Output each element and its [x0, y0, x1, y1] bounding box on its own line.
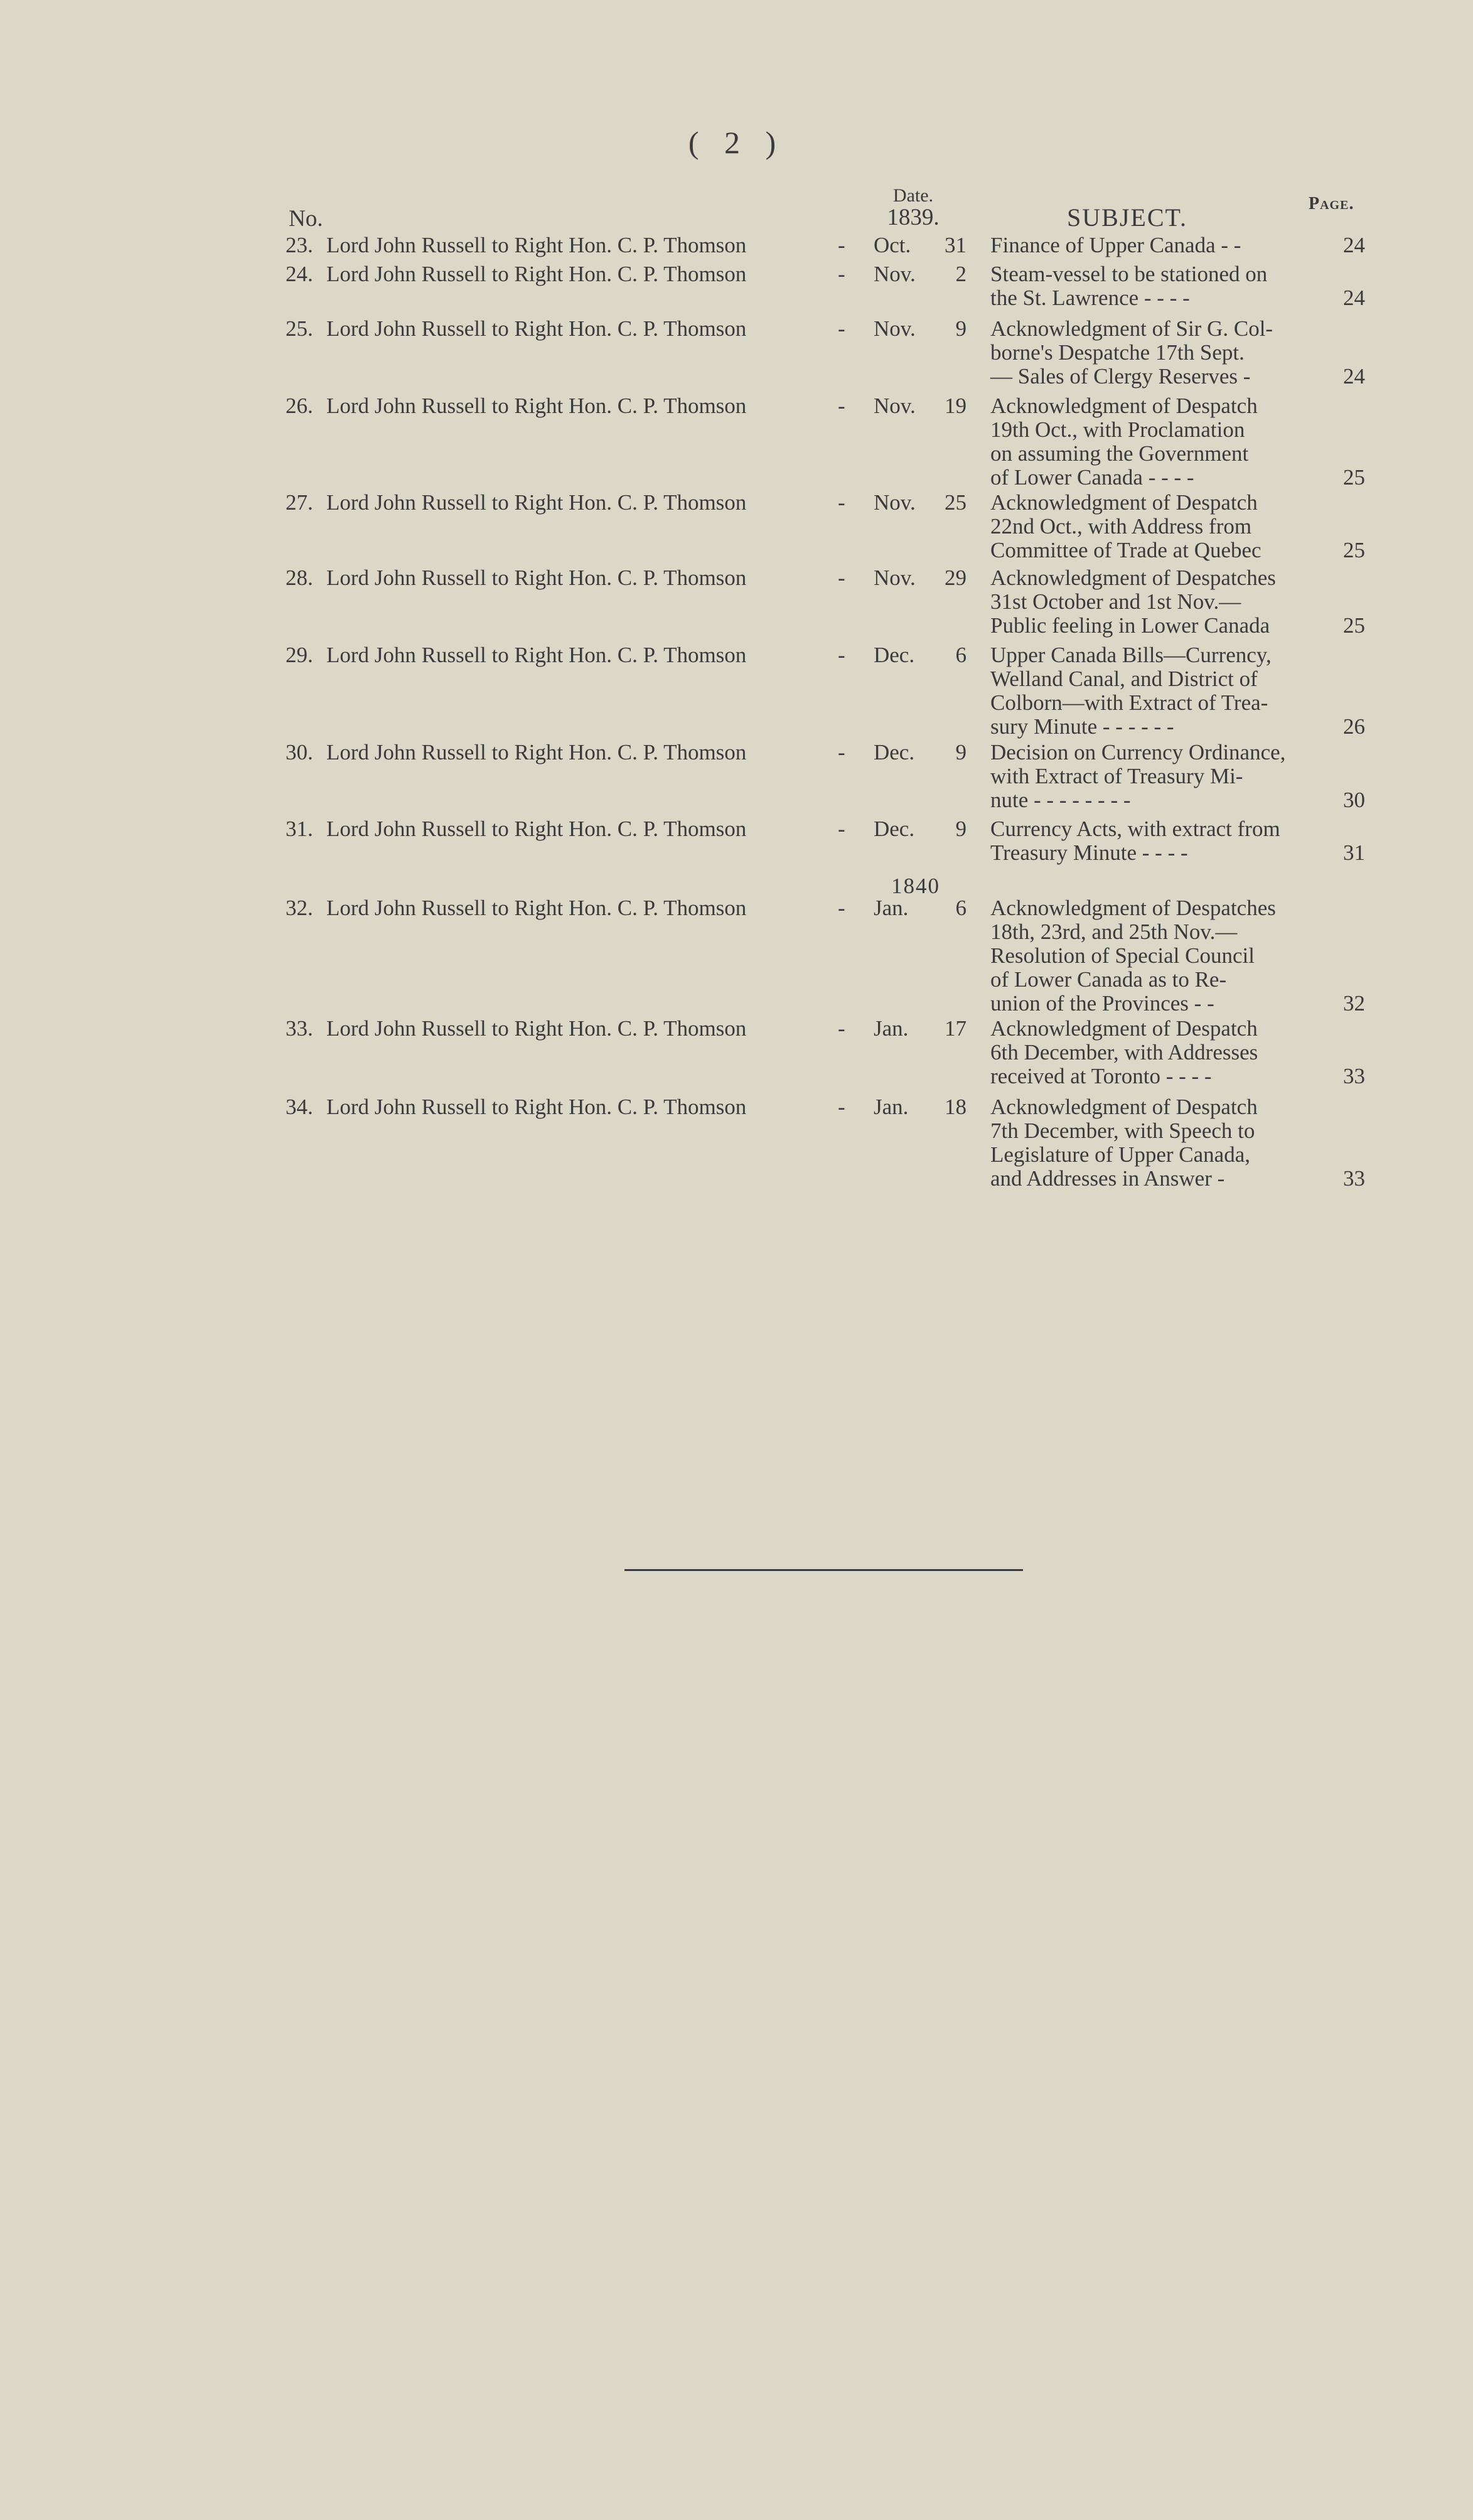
entry-day: 2: [955, 262, 967, 286]
entry-correspondent: Lord John Russell to Right Hon. C. P. Thomson: [326, 262, 747, 286]
entry-month: Jan.: [874, 1016, 909, 1041]
entry-correspondent: Lord John Russell to Right Hon. C. P. Thomson: [326, 233, 747, 257]
entry-dash: -: [838, 896, 845, 920]
entry-day: 9: [955, 817, 967, 841]
entry-number: 26.: [286, 394, 313, 418]
entry-dash: -: [838, 1016, 845, 1041]
entry-month: Nov.: [874, 394, 916, 418]
entry-dash: -: [838, 817, 845, 841]
entry-number: 24.: [286, 262, 313, 286]
entry-subject: Steam-vessel to be stationed on the St. Lawrence - - - -: [990, 262, 1268, 310]
entry-month: Nov.: [874, 566, 916, 590]
entry-correspondent: Lord John Russell to Right Hon. C. P. Thomson: [326, 394, 747, 418]
entry-dash: -: [838, 566, 845, 590]
entry-day: 31: [945, 233, 967, 257]
entry-page: 25: [1343, 538, 1365, 562]
entry-dash: -: [838, 1095, 845, 1119]
header-date: Date.: [892, 185, 934, 206]
entry-number: 32.: [286, 896, 313, 920]
entry-dash: -: [838, 316, 845, 341]
entry-month: Dec.: [874, 740, 915, 764]
entry-month: Oct.: [874, 233, 911, 257]
entry-page: 24: [1343, 364, 1365, 389]
entry-subject: Acknowledgment of Despatch 19th Oct., with Proclamation on assuming the Government of Lower Canada - - - -: [990, 394, 1258, 490]
entry-correspondent: Lord John Russell to Right Hon. C. P. Thomson: [326, 316, 747, 341]
entry-correspondent: Lord John Russell to Right Hon. C. P. Thomson: [326, 490, 747, 515]
entry-subject: Acknowledgment of Despatch 22nd Oct., with Address from Committee of Trade at Quebec: [990, 490, 1261, 562]
year-1840-label: 1840: [891, 874, 940, 898]
entry-number: 33.: [286, 1016, 313, 1041]
entry-correspondent: Lord John Russell to Right Hon. C. P. Thomson: [326, 1095, 747, 1119]
entry-month: Dec.: [874, 817, 915, 841]
entry-page: 25: [1343, 613, 1365, 638]
entry-subject: Acknowledgment of Despatches 31st October and 1st Nov.— Public feeling in Lower Canada: [990, 566, 1276, 638]
entry-subject: Acknowledgment of Sir G. Col- borne's Despatche 17th Sept. — Sales of Clergy Reserves -: [990, 316, 1273, 389]
entry-number: 28.: [286, 566, 313, 590]
entry-subject: Acknowledgment of Despatch 7th December, with Speech to Legislature of Upper Canada, and Addresses in Answer -: [990, 1095, 1258, 1191]
entry-correspondent: Lord John Russell to Right Hon. C. P. Thomson: [326, 817, 747, 841]
entry-day: 29: [945, 566, 967, 590]
entry-page: 26: [1343, 714, 1365, 739]
closing-rule: [624, 1569, 1023, 1571]
entry-month: Nov.: [874, 316, 916, 341]
entry-page: 33: [1343, 1166, 1365, 1191]
entry-dash: -: [838, 740, 845, 764]
entry-month: Nov.: [874, 262, 916, 286]
entry-subject: Currency Acts, with extract from Treasury Minute - - - -: [990, 817, 1280, 865]
entry-subject: Finance of Upper Canada - -: [990, 233, 1241, 257]
entry-number: 29.: [286, 643, 313, 667]
header-subject: SUBJECT.: [1067, 203, 1187, 232]
entry-page: 33: [1343, 1064, 1365, 1088]
entry-page: 24: [1343, 286, 1365, 310]
entry-number: 23.: [286, 233, 313, 257]
entry-day: 9: [955, 316, 967, 341]
entry-month: Jan.: [874, 896, 909, 920]
entry-correspondent: Lord John Russell to Right Hon. C. P. Thomson: [326, 566, 747, 590]
header-year: 1839.: [887, 205, 940, 230]
page-number: ( 2 ): [688, 125, 785, 160]
entry-page: 32: [1343, 991, 1365, 1016]
entry-subject: Decision on Currency Ordinance, with Extract of Treasury Mi- nute - - - - - - - -: [990, 740, 1286, 812]
entry-number: 31.: [286, 817, 313, 841]
entry-number: 27.: [286, 490, 313, 515]
header-page: Page.: [1309, 194, 1354, 213]
entry-day: 19: [945, 394, 967, 418]
entry-correspondent: Lord John Russell to Right Hon. C. P. Thomson: [326, 740, 747, 764]
entry-correspondent: Lord John Russell to Right Hon. C. P. Thomson: [326, 643, 747, 667]
entry-page: 30: [1343, 788, 1365, 812]
entry-day: 9: [955, 740, 967, 764]
entry-month: Dec.: [874, 643, 915, 667]
entry-subject: Acknowledgment of Despatch 6th December, with Addresses received at Toronto - - - -: [990, 1016, 1258, 1088]
entry-dash: -: [838, 233, 845, 257]
entry-page: 25: [1343, 465, 1365, 490]
entry-correspondent: Lord John Russell to Right Hon. C. P. Thomson: [326, 896, 747, 920]
entry-number: 30.: [286, 740, 313, 764]
entry-subject: Upper Canada Bills—Currency, Welland Canal, and District of Colborn—with Extract of Trea- sury Minute - - - - - -: [990, 643, 1272, 739]
entry-number: 25.: [286, 316, 313, 341]
entry-page: 31: [1343, 840, 1365, 865]
entry-dash: -: [838, 643, 845, 667]
entry-day: 17: [945, 1016, 967, 1041]
entry-number: 34.: [286, 1095, 313, 1119]
entry-day: 25: [945, 490, 967, 515]
entry-dash: -: [838, 394, 845, 418]
entry-dash: -: [838, 262, 845, 286]
entry-page: 24: [1343, 233, 1365, 257]
entry-day: 18: [945, 1095, 967, 1119]
entry-day: 6: [955, 643, 967, 667]
entry-day: 6: [955, 896, 967, 920]
entry-month: Jan.: [874, 1095, 909, 1119]
entry-subject: Acknowledgment of Despatches 18th, 23rd, and 25th Nov.— Resolution of Special Council of Lower Canada as to Re- union of the Provinces - -: [990, 896, 1276, 1016]
header-no: No.: [289, 206, 323, 232]
entry-correspondent: Lord John Russell to Right Hon. C. P. Thomson: [326, 1016, 747, 1041]
entry-dash: -: [838, 490, 845, 515]
entry-month: Nov.: [874, 490, 916, 515]
